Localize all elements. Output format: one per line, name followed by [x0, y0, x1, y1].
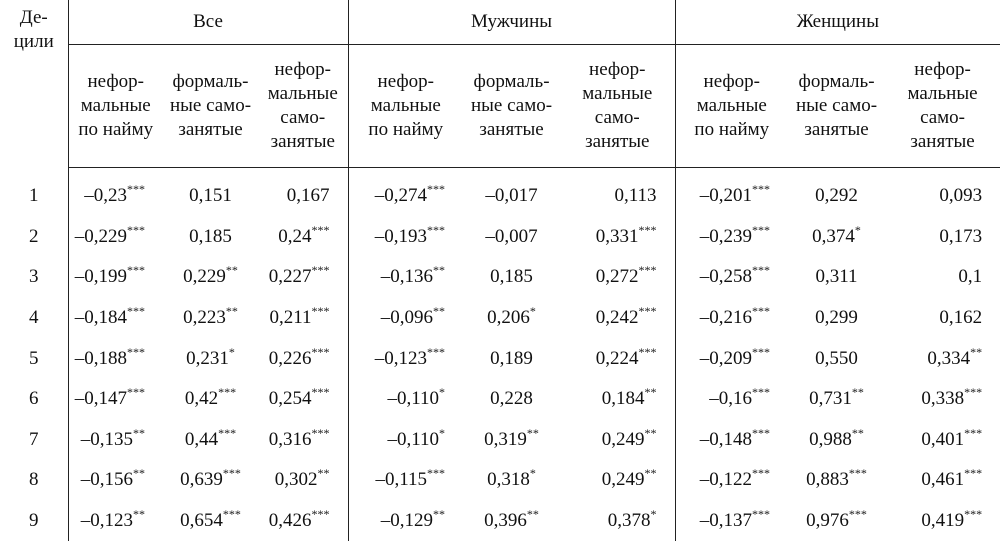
significance-stars: **	[527, 507, 539, 521]
significance-stars: ***	[752, 182, 770, 196]
significance-stars: **	[226, 263, 238, 277]
value-cell	[68, 168, 163, 217]
table-row	[0, 501, 1000, 541]
value-text: 0,883	[806, 469, 849, 490]
value-cell	[560, 460, 675, 501]
value-text: 0,338	[921, 388, 964, 409]
significance-stars: **	[527, 426, 539, 440]
value-text: –0,16	[709, 388, 752, 409]
value-cell	[258, 168, 348, 217]
value-cell	[788, 460, 885, 501]
value-text: –0,184	[75, 307, 127, 328]
significance-stars: **	[226, 304, 238, 318]
significance-stars: ***	[127, 263, 145, 277]
value-cell	[348, 501, 463, 541]
value-cell	[68, 420, 163, 461]
value-text: 0,44	[185, 429, 218, 450]
value-cell	[68, 501, 163, 541]
value-text: 0,396	[484, 510, 527, 531]
significance-stars: ***	[964, 507, 982, 521]
significance-stars: ***	[752, 223, 770, 237]
value-cell	[68, 460, 163, 501]
significance-stars: **	[133, 507, 145, 521]
value-text: 0,173	[939, 226, 982, 247]
header-row-subcolumns	[0, 45, 1000, 168]
value-cell	[258, 298, 348, 339]
value-cell	[885, 420, 1000, 461]
value-cell	[348, 420, 463, 461]
value-cell	[560, 338, 675, 379]
significance-stars: *	[530, 304, 536, 318]
significance-stars: ***	[127, 385, 145, 399]
value-text: 0,419	[921, 510, 964, 531]
value-text: 0,1	[958, 266, 982, 287]
significance-stars: ***	[312, 345, 330, 359]
value-text: 0,189	[490, 348, 533, 369]
value-cell	[463, 379, 560, 420]
value-text: 0,374	[812, 226, 855, 247]
value-cell	[163, 298, 258, 339]
value-text: –0,123	[375, 348, 427, 369]
group-header-women: Женщины	[675, 0, 1000, 45]
group-header-all: Все	[68, 0, 348, 45]
value-cell	[258, 217, 348, 258]
value-text: –0,193	[375, 226, 427, 247]
value-text: 0,229	[183, 266, 226, 287]
significance-stars: ***	[427, 466, 445, 480]
significance-stars: ***	[639, 223, 657, 237]
value-cell	[258, 460, 348, 501]
significance-stars: ***	[752, 263, 770, 277]
value-cell	[788, 420, 885, 461]
value-cell	[258, 501, 348, 541]
value-cell	[68, 379, 163, 420]
significance-stars: **	[645, 466, 657, 480]
significance-stars: ***	[312, 426, 330, 440]
value-text: 0,42	[185, 388, 218, 409]
significance-stars: ***	[312, 385, 330, 399]
table-row	[0, 420, 1000, 461]
significance-stars: ***	[964, 385, 982, 399]
value-text: 0,316	[269, 429, 312, 450]
value-text: –0,156	[81, 469, 133, 490]
value-cell	[463, 217, 560, 258]
significance-stars: ***	[752, 507, 770, 521]
value-cell	[885, 379, 1000, 420]
significance-stars: ***	[752, 345, 770, 359]
significance-stars: ***	[312, 223, 330, 237]
value-cell	[258, 379, 348, 420]
value-cell	[463, 420, 560, 461]
value-text: 0,228	[490, 388, 533, 409]
value-cell	[788, 338, 885, 379]
value-cell	[560, 217, 675, 258]
significance-stars: ***	[218, 385, 236, 399]
value-cell	[348, 460, 463, 501]
significance-stars: ***	[849, 507, 867, 521]
value-text: 0,299	[815, 307, 858, 328]
value-cell	[163, 420, 258, 461]
significance-stars: ***	[312, 507, 330, 521]
value-text: –0,123	[81, 510, 133, 531]
significance-stars: ***	[639, 263, 657, 277]
value-cell	[788, 257, 885, 298]
significance-stars: ***	[752, 385, 770, 399]
subcol-header-all-informal-employed: нефор- мальные по найму	[68, 45, 163, 168]
value-cell	[348, 298, 463, 339]
value-cell	[463, 338, 560, 379]
value-text: –0,110	[387, 388, 439, 409]
value-cell	[788, 168, 885, 217]
value-cell	[258, 257, 348, 298]
value-cell	[348, 379, 463, 420]
subcol-header-men-informal-employed: нефор- мальные по найму	[348, 45, 463, 168]
significance-stars: *	[439, 385, 445, 399]
value-text: 0,988	[809, 429, 852, 450]
deciles-header: Де- цили	[0, 0, 68, 168]
decile-cell: 1	[0, 168, 68, 217]
value-text: –0,148	[700, 429, 752, 450]
value-text: 0,249	[602, 469, 645, 490]
table-row	[0, 379, 1000, 420]
decile-cell: 8	[0, 460, 68, 501]
significance-stars: **	[133, 426, 145, 440]
value-text: –0,147	[75, 388, 127, 409]
value-text: 0,401	[921, 429, 964, 450]
significance-stars: **	[970, 345, 982, 359]
table-row	[0, 460, 1000, 501]
value-cell	[348, 217, 463, 258]
value-cell	[788, 501, 885, 541]
value-text: 0,242	[596, 307, 639, 328]
value-text: 0,654	[180, 510, 223, 531]
value-text: 0,254	[269, 388, 312, 409]
value-cell	[348, 168, 463, 217]
value-text: 0,319	[484, 429, 527, 450]
subcol-header-women-informal-employed: нефор- мальные по найму	[675, 45, 788, 168]
significance-stars: ***	[427, 223, 445, 237]
value-text: 0,331	[596, 226, 639, 247]
value-text: 0,231	[186, 348, 229, 369]
value-text: 0,162	[939, 307, 982, 328]
value-cell	[675, 217, 788, 258]
value-text: –0,216	[700, 307, 752, 328]
value-cell	[463, 501, 560, 541]
value-text: –0,007	[485, 226, 537, 247]
value-text: 0,302	[275, 469, 318, 490]
significance-stars: ***	[127, 345, 145, 359]
significance-stars: ***	[639, 345, 657, 359]
table-body	[0, 168, 1000, 541]
value-cell	[885, 257, 1000, 298]
value-text: –0,274	[375, 185, 427, 206]
value-text: 0,272	[596, 266, 639, 287]
decile-cell: 9	[0, 501, 68, 541]
table-row	[0, 257, 1000, 298]
value-text: –0,110	[387, 429, 439, 450]
value-cell	[68, 257, 163, 298]
significance-stars: ***	[223, 466, 241, 480]
value-text: –0,188	[75, 348, 127, 369]
value-cell	[885, 501, 1000, 541]
value-text: 0,211	[269, 307, 311, 328]
value-cell	[885, 168, 1000, 217]
significance-stars: ***	[127, 182, 145, 196]
value-cell	[163, 168, 258, 217]
value-cell	[258, 338, 348, 379]
value-text: 0,249	[602, 429, 645, 450]
value-cell	[885, 460, 1000, 501]
subcol-header-all-informal-self-employed: нефор- мальные само- занятые	[258, 45, 348, 168]
value-text: 0,223	[183, 307, 226, 328]
value-cell	[348, 257, 463, 298]
decile-cell: 6	[0, 379, 68, 420]
significance-stars: **	[852, 385, 864, 399]
value-cell	[788, 298, 885, 339]
value-text: 0,318	[487, 469, 530, 490]
value-cell	[560, 168, 675, 217]
significance-stars: ***	[964, 466, 982, 480]
value-cell	[463, 298, 560, 339]
value-cell	[348, 338, 463, 379]
value-text: 0,292	[815, 185, 858, 206]
value-cell	[675, 168, 788, 217]
header-row-groups	[0, 0, 1000, 45]
significance-stars: ***	[427, 182, 445, 196]
value-cell	[560, 379, 675, 420]
value-text: –0,137	[700, 510, 752, 531]
value-text: –0,135	[81, 429, 133, 450]
significance-stars: ***	[127, 223, 145, 237]
value-text: 0,311	[816, 266, 858, 287]
significance-stars: **	[133, 466, 145, 480]
value-text: 0,24	[278, 226, 311, 247]
significance-stars: **	[645, 385, 657, 399]
value-cell	[163, 501, 258, 541]
significance-stars: ***	[639, 304, 657, 318]
value-text: –0,122	[700, 469, 752, 490]
significance-stars: **	[645, 426, 657, 440]
significance-stars: **	[433, 507, 445, 521]
value-text: –0,209	[700, 348, 752, 369]
value-cell	[675, 420, 788, 461]
value-cell	[560, 420, 675, 461]
value-text: 0,113	[614, 185, 656, 206]
value-cell	[788, 379, 885, 420]
value-cell	[675, 338, 788, 379]
value-cell	[675, 379, 788, 420]
significance-stars: ***	[427, 345, 445, 359]
value-cell	[560, 257, 675, 298]
value-text: 0,426	[269, 510, 312, 531]
value-text: 0,167	[287, 185, 330, 206]
significance-stars: **	[433, 263, 445, 277]
value-cell	[163, 379, 258, 420]
group-header-men: Мужчины	[348, 0, 675, 45]
value-text: 0,226	[269, 348, 312, 369]
value-text: 0,224	[596, 348, 639, 369]
value-cell	[885, 338, 1000, 379]
value-cell	[788, 217, 885, 258]
value-text: –0,096	[381, 307, 433, 328]
value-text: –0,258	[700, 266, 752, 287]
decile-cell: 2	[0, 217, 68, 258]
significance-stars: **	[318, 466, 330, 480]
significance-stars: ***	[964, 426, 982, 440]
subcol-header-women-informal-self-employed: нефор- мальные само- занятые	[885, 45, 1000, 168]
value-text: –0,229	[75, 226, 127, 247]
significance-stars: *	[530, 466, 536, 480]
significance-stars: **	[433, 304, 445, 318]
value-text: –0,239	[700, 226, 752, 247]
subcol-header-men-informal-self-employed: нефор- мальные само- занятые	[560, 45, 675, 168]
value-cell	[885, 217, 1000, 258]
table-row	[0, 298, 1000, 339]
significance-stars: ***	[218, 426, 236, 440]
value-text: –0,129	[381, 510, 433, 531]
decile-cell: 3	[0, 257, 68, 298]
significance-stars: ***	[223, 507, 241, 521]
significance-stars: *	[651, 507, 657, 521]
table-row	[0, 168, 1000, 217]
subcol-header-women-formal-self-employed: формаль- ные само- занятые	[788, 45, 885, 168]
value-cell	[163, 460, 258, 501]
significance-stars: ***	[312, 304, 330, 318]
value-text: –0,23	[84, 185, 127, 206]
table-row	[0, 217, 1000, 258]
value-text: 0,185	[490, 266, 533, 287]
significance-stars: *	[229, 345, 235, 359]
value-cell	[463, 257, 560, 298]
value-cell	[258, 420, 348, 461]
value-cell	[560, 298, 675, 339]
value-cell	[163, 217, 258, 258]
decile-cell: 5	[0, 338, 68, 379]
value-cell	[885, 298, 1000, 339]
significance-stars: **	[852, 426, 864, 440]
value-cell	[163, 338, 258, 379]
subcol-header-all-formal-self-employed: формаль- ные само- занятые	[163, 45, 258, 168]
value-text: 0,185	[189, 226, 232, 247]
value-cell	[68, 298, 163, 339]
significance-stars: ***	[752, 304, 770, 318]
significance-stars: ***	[752, 426, 770, 440]
value-text: 0,093	[939, 185, 982, 206]
table-row	[0, 338, 1000, 379]
value-text: 0,184	[602, 388, 645, 409]
value-text: –0,201	[700, 185, 752, 206]
value-cell	[68, 217, 163, 258]
significance-stars: *	[439, 426, 445, 440]
decile-cell: 7	[0, 420, 68, 461]
value-cell	[560, 501, 675, 541]
value-cell	[675, 460, 788, 501]
value-cell	[675, 298, 788, 339]
value-text: 0,151	[189, 185, 232, 206]
significance-stars: ***	[312, 263, 330, 277]
value-cell	[675, 501, 788, 541]
value-text: 0,639	[180, 469, 223, 490]
value-text: 0,461	[921, 469, 964, 490]
value-text: 0,378	[608, 510, 651, 531]
value-text: –0,136	[381, 266, 433, 287]
significance-stars: ***	[127, 304, 145, 318]
value-cell	[463, 460, 560, 501]
value-cell	[163, 257, 258, 298]
value-cell	[675, 257, 788, 298]
value-text: –0,017	[485, 185, 537, 206]
significance-stars: ***	[752, 466, 770, 480]
value-text: –0,115	[375, 469, 427, 490]
value-text: 0,227	[269, 266, 312, 287]
subcol-header-men-formal-self-employed: формаль- ные само- занятые	[463, 45, 560, 168]
value-cell	[68, 338, 163, 379]
significance-stars: ***	[849, 466, 867, 480]
value-text: –0,199	[75, 266, 127, 287]
value-text: 0,550	[815, 348, 858, 369]
value-text: 0,731	[809, 388, 852, 409]
value-text: 0,976	[806, 510, 849, 531]
decile-cell: 4	[0, 298, 68, 339]
value-cell	[463, 168, 560, 217]
significance-stars: *	[855, 223, 861, 237]
value-text: 0,334	[927, 348, 970, 369]
value-text: 0,206	[487, 307, 530, 328]
